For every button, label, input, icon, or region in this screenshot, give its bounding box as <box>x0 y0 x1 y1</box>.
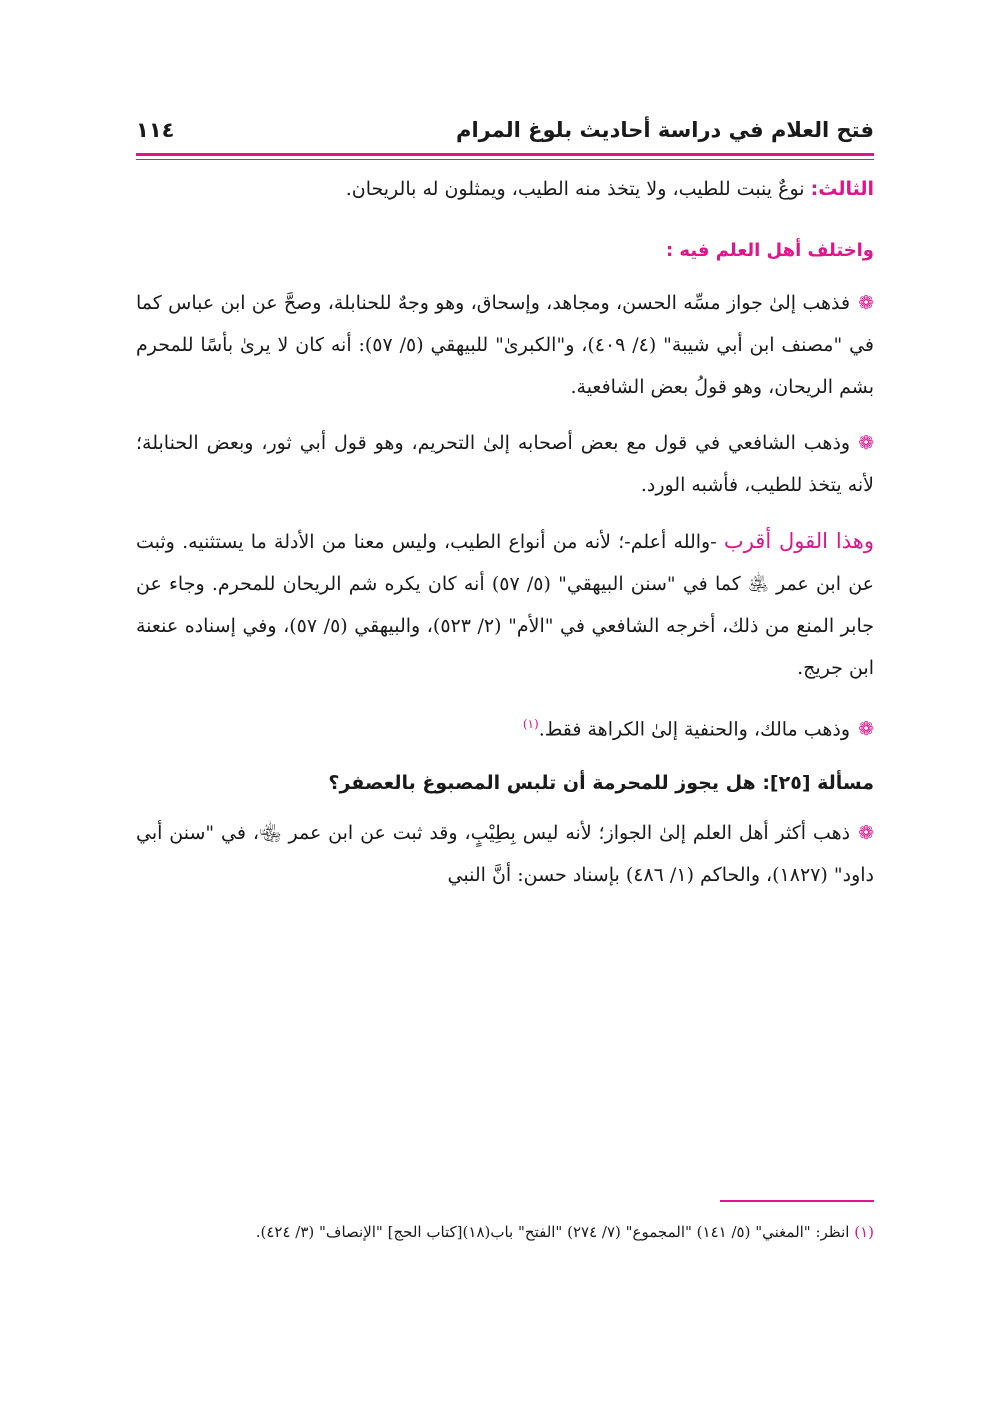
footnote-number: (١) <box>854 1223 874 1241</box>
paragraph-3 <box>136 520 874 689</box>
page-number: ١١٤ <box>136 118 175 142</box>
issue-heading: مسألة [٢٥]: هل يجوز للمحرمة أن تلبس المصبوغ بالعصفر؟ <box>328 772 874 795</box>
page-header <box>136 112 874 152</box>
paragraph-1-text: فذهب إلىٰ جواز مسِّه الحسن، ومجاهد، وإسحاق، وهو وجهٌ للحنابلة، وصحَّ عن ابن عباس كما في "مصنف ابن أبي شيبة" (٤/ ٤٠٩)، و"الكبرىٰ" للبيهقي (٥/ ٥٧): أنه كان لا يرىٰ بأسًا للمحرم بشم الريحان، وهو قولُ بعض الشافعية. <box>136 292 874 398</box>
footnote-rule <box>720 1200 874 1202</box>
paragraph-2 <box>136 422 874 506</box>
opinion-highlight: وهذا القول أقرب <box>723 529 874 553</box>
paragraph-3-text: -والله أعلم-؛ لأنه من أنواع الطيب، وليس معنا من الأدلة ما يستثنيه. وثبت عن ابن عمر ﵁ كما في "سنن البيهقي" (٥/ ٥٧) أنه كان يكره شم الريحان للمحرم. وجاء عن جابر المنع من ذلك، أخرجه الشافعي في "الأم" (٢/ ٥٢٣)، والبيهقي (٥/ ٥٧)، وفي إسناده عنعنة ابن جريج. <box>136 531 874 679</box>
flower-icon: ❁ <box>858 822 874 845</box>
flower-icon: ❁ <box>858 718 874 741</box>
page-body <box>136 168 874 896</box>
paragraph-2-text: وذهب الشافعي في قول مع بعض أصحابه إلىٰ التحريم، وهو قول أبي ثور، وبعض الحنابلة؛ لأنه يتخذ للطيب، فأشبه الورد. <box>136 432 874 496</box>
paragraph-5 <box>136 812 874 896</box>
header-rule-thick <box>136 153 874 156</box>
footnote <box>136 1215 874 1249</box>
paragraph-1 <box>136 282 874 408</box>
paragraph-5-text: ذهب أكثر أهل العلم إلىٰ الجواز؛ لأنه ليس بِطِيْبٍ، وقد ثبت عن ابن عمر ﵄، في "سنن أبي داود" (١٨٢٧)، والحاكم (١/ ٤٨٦) بإسناد حسن: أنَّ النبي <box>136 822 874 887</box>
paragraph-4 <box>136 703 874 750</box>
footnote-ref[interactable]: (١) <box>522 717 539 731</box>
paragraph-4-text: وذهب مالك، والحنفية إلىٰ الكراهة فقط. <box>538 718 851 741</box>
third-text: نوعٌ ينبت للطيب، ولا يتخذ منه الطيب، ويمثلون له بالريحان. <box>345 178 811 200</box>
third-label: الثالث: <box>810 178 874 200</box>
third-type-paragraph <box>136 168 874 210</box>
flower-icon: ❁ <box>858 292 874 314</box>
footnote-text: انظر: "المغني" (٥/ ١٤١) "المجموع" (٧/ ٢٧٤) "الفتح" باب(١٨)[كتاب الحج] "الإنصاف" (٣/ ٤٢٤). <box>255 1223 855 1241</box>
section-heading: واختلف أهل العلم فيه : <box>665 240 874 261</box>
running-title: فتح العلام في دراسة أحاديث بلوغ المرام <box>456 118 874 142</box>
header-rule-thin <box>136 159 874 160</box>
flower-icon: ❁ <box>858 432 874 454</box>
